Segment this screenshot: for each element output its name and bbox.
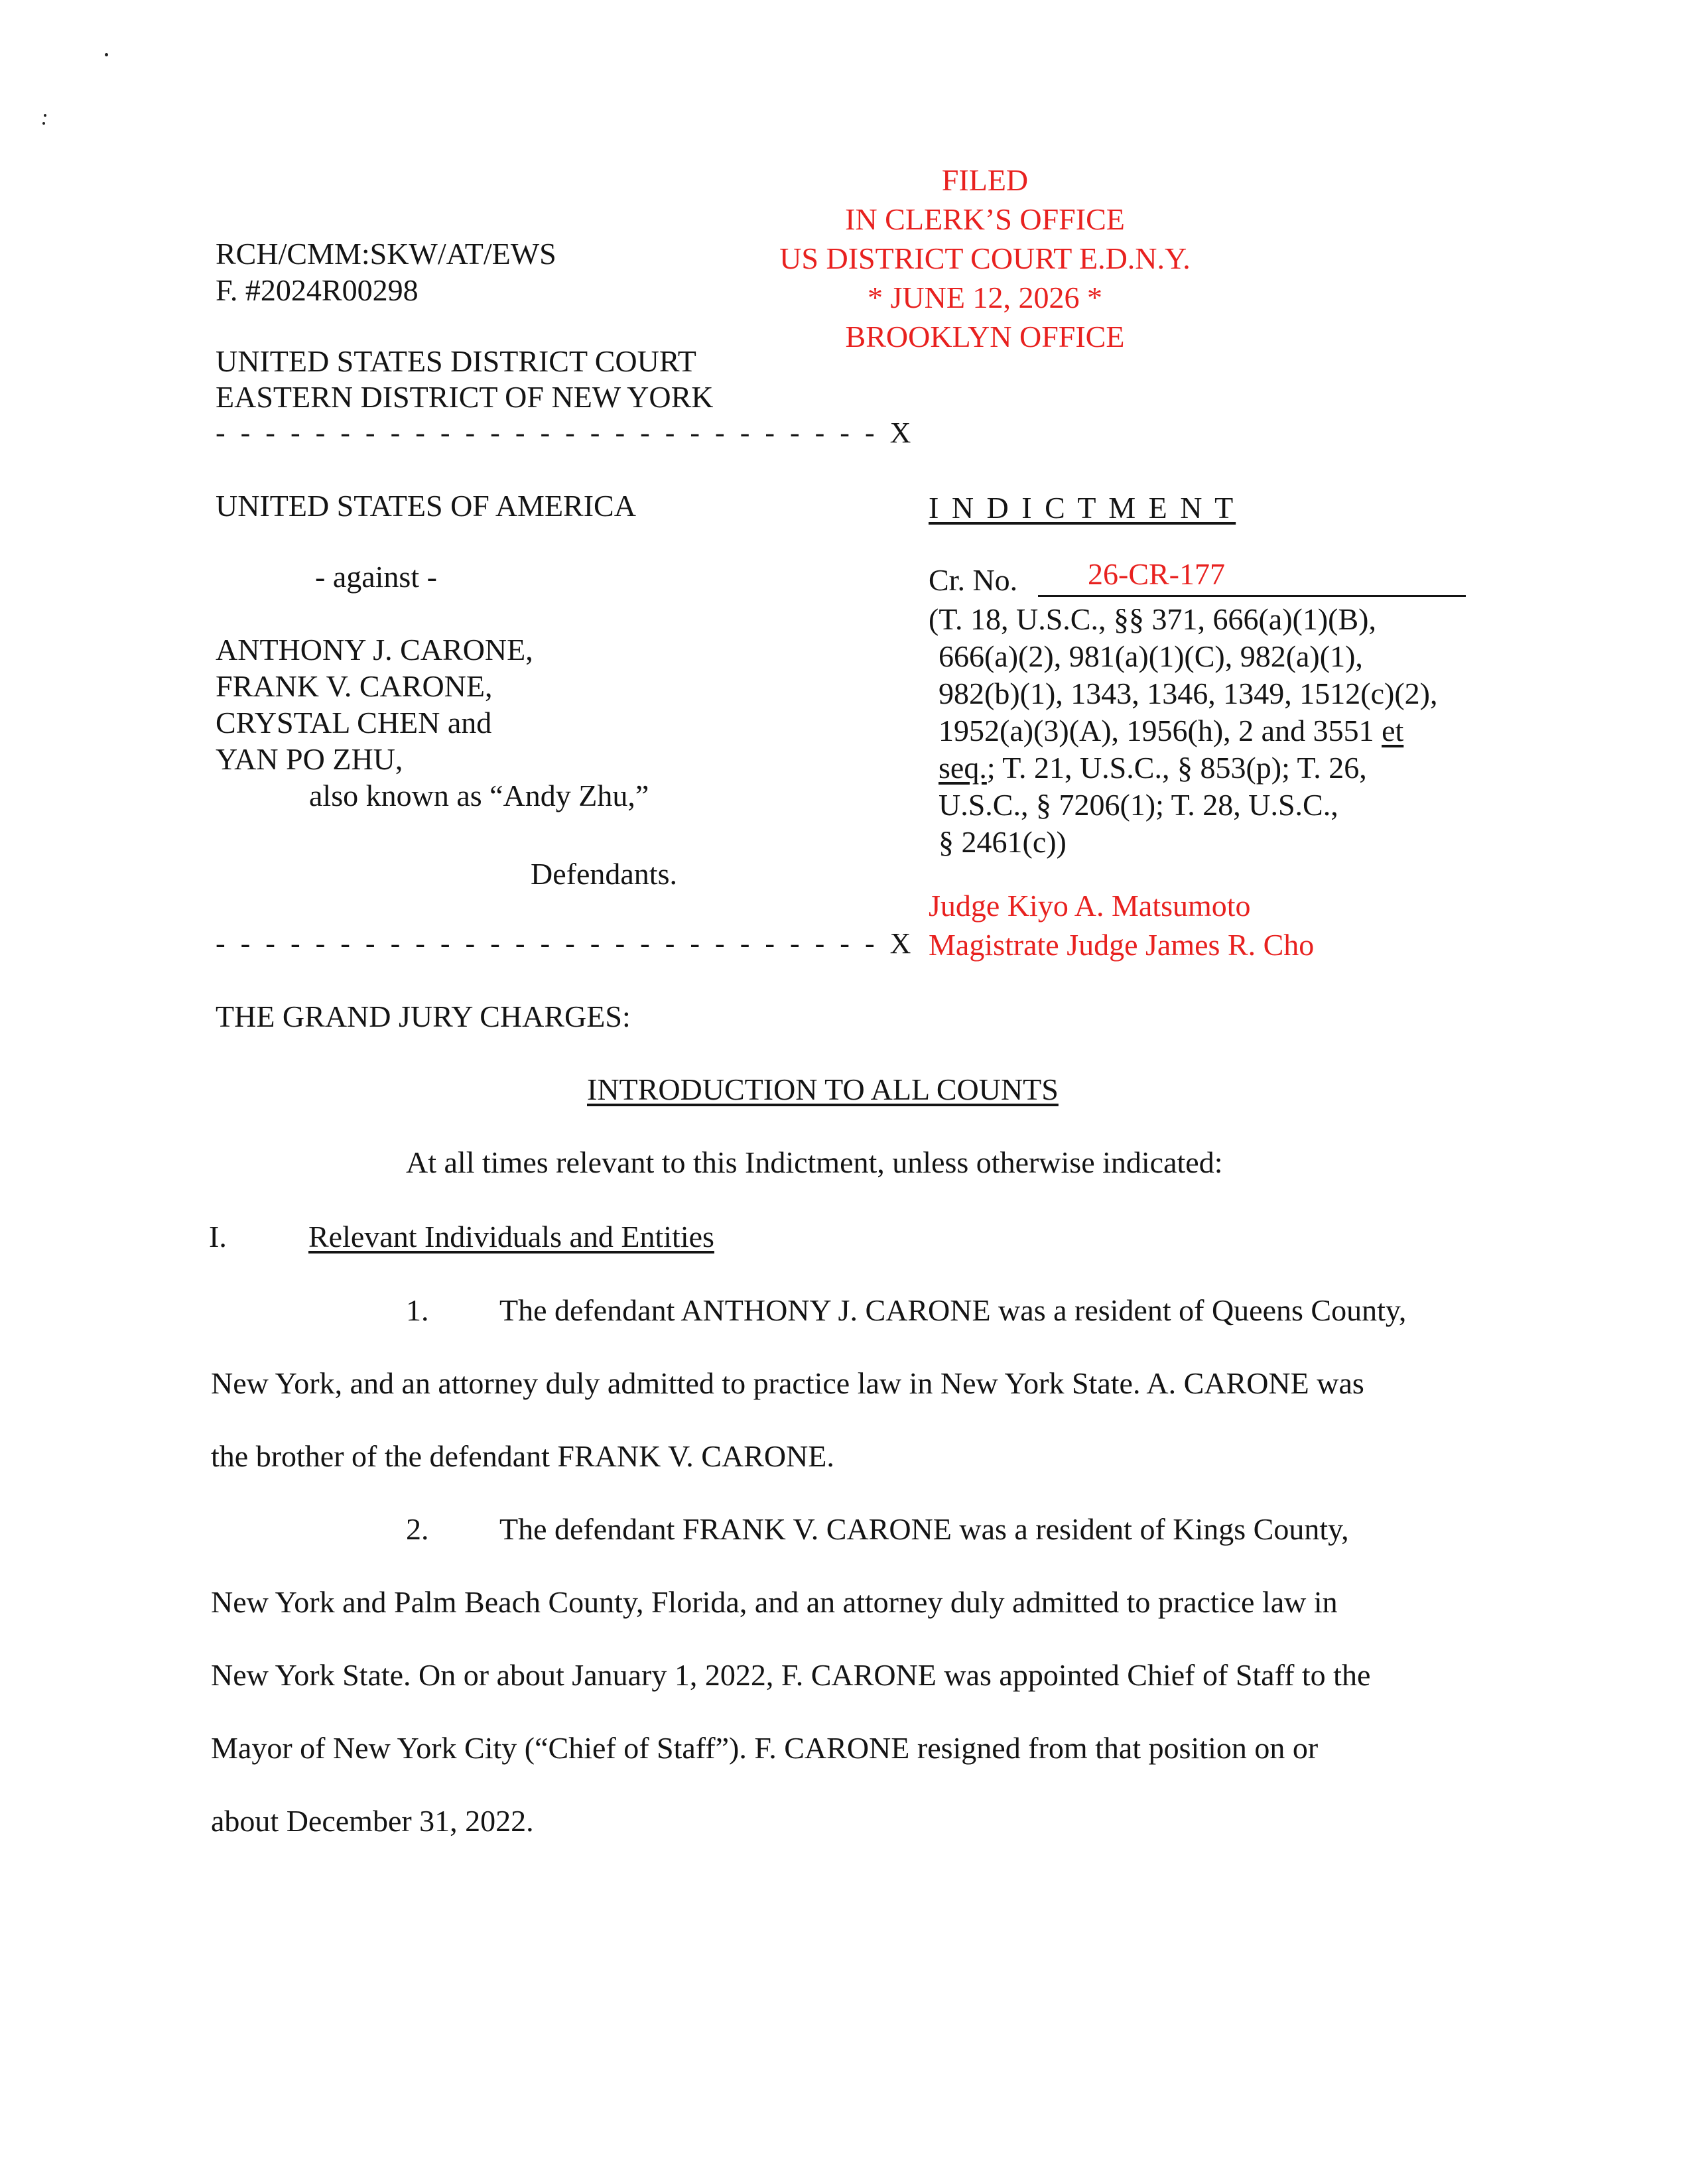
court-district: EASTERN DISTRICT OF NEW YORK bbox=[216, 380, 714, 414]
statute-line: 982(b)(1), 1343, 1346, 1349, 1512(c)(2), bbox=[939, 676, 1438, 710]
statute-line bbox=[939, 712, 1403, 749]
stamp-line: FILED bbox=[941, 163, 1029, 197]
alias: also known as “Andy Zhu,” bbox=[309, 779, 649, 812]
scan-speck bbox=[42, 122, 45, 125]
section-number: I. bbox=[209, 1220, 227, 1253]
paragraph-line: The defendant ANTHONY J. CARONE was a resident of Queens County, bbox=[499, 1293, 1407, 1327]
assigned-judge: Judge Kiyo A. Matsumoto bbox=[929, 889, 1251, 923]
paragraph-line: New York State. On or about January 1, 2022, F. CARONE was appointed Chief of Staff to the bbox=[211, 1658, 1371, 1692]
statute-seq: seq. bbox=[939, 751, 987, 785]
paragraph-number: 2. bbox=[406, 1512, 429, 1546]
caption-bottom-separator: - - - - - - - - - - - - - - - - - - - - - - - - - - - X bbox=[216, 927, 915, 960]
grand-jury-charges: THE GRAND JURY CHARGES: bbox=[216, 999, 631, 1033]
paragraph-number: 1. bbox=[406, 1293, 429, 1327]
paragraph-line: Mayor of New York City (“Chief of Staff”). F. CARONE resigned from that position on or bbox=[211, 1731, 1319, 1765]
statute-line: (T. 18, U.S.C., §§ 371, 666(a)(1)(B), bbox=[929, 602, 1376, 636]
case-number-line bbox=[1038, 595, 1466, 597]
intro-text: At all times relevant to this Indictment, unless otherwise indicated: bbox=[406, 1145, 1223, 1179]
defendant-name: FRANK V. CARONE, bbox=[216, 669, 493, 703]
paragraph-line: the brother of the defendant FRANK V. CARONE. bbox=[211, 1439, 834, 1473]
scan-speck bbox=[44, 114, 46, 117]
stamp-line: * JUNE 12, 2026 * bbox=[868, 281, 1102, 314]
statute-text: 1952(a)(3)(A), 1956(h), 2 and 3551 bbox=[939, 714, 1374, 747]
assigned-magistrate: Magistrate Judge James R. Cho bbox=[929, 928, 1315, 962]
court-name: UNITED STATES DISTRICT COURT bbox=[216, 344, 696, 378]
paragraph-line: The defendant FRANK V. CARONE was a resident of Kings County, bbox=[499, 1512, 1349, 1546]
intro-heading: INTRODUCTION TO ALL COUNTS bbox=[587, 1072, 1059, 1106]
defendant-name: ANTHONY J. CARONE, bbox=[216, 633, 533, 667]
paragraph-line: New York and Palm Beach County, Florida, and an attorney duly admitted to practice law in bbox=[211, 1585, 1338, 1619]
stamp-line: US DISTRICT COURT E.D.N.Y. bbox=[779, 241, 1191, 275]
stamp-line: IN CLERK’S OFFICE bbox=[845, 202, 1125, 236]
defendants-label: Defendants. bbox=[531, 857, 677, 891]
indictment-title: I N D I C T M E N T bbox=[929, 491, 1236, 525]
against-label: - against - bbox=[315, 560, 437, 594]
statute-text: ; T. 21, U.S.C., § 853(p); T. 26, bbox=[986, 751, 1367, 785]
statute-line: U.S.C., § 7206(1); T. 28, U.S.C., bbox=[939, 788, 1338, 822]
defendant-name: CRYSTAL CHEN and bbox=[216, 706, 492, 739]
statute-line: 666(a)(2), 981(a)(1)(C), 982(a)(1), bbox=[939, 639, 1363, 673]
section-title: Relevant Individuals and Entities bbox=[308, 1220, 714, 1253]
plaintiff-name: UNITED STATES OF AMERICA bbox=[216, 489, 636, 523]
case-number: 26-CR-177 bbox=[1088, 557, 1225, 591]
statute-line bbox=[939, 749, 1367, 787]
caption-top-separator: - - - - - - - - - - - - - - - - - - - - - - - - - - - X bbox=[216, 417, 915, 449]
scan-speck bbox=[105, 53, 108, 56]
defendant-name: YAN PO ZHU, bbox=[216, 742, 403, 776]
file-number: F. #2024R00298 bbox=[216, 273, 419, 307]
paragraph-line: about December 31, 2022. bbox=[211, 1804, 534, 1838]
case-initials: RCH/CMM:SKW/AT/EWS bbox=[216, 237, 556, 271]
filed-stamp bbox=[686, 161, 1283, 356]
paragraph-line: New York, and an attorney duly admitted to practice law in New York State. A. CARONE was bbox=[211, 1366, 1364, 1400]
statute-line: § 2461(c)) bbox=[939, 825, 1067, 859]
case-number-label: Cr. No. bbox=[929, 563, 1018, 597]
stamp-line: BROOKLYN OFFICE bbox=[845, 320, 1125, 353]
statute-et: et bbox=[1382, 714, 1404, 747]
